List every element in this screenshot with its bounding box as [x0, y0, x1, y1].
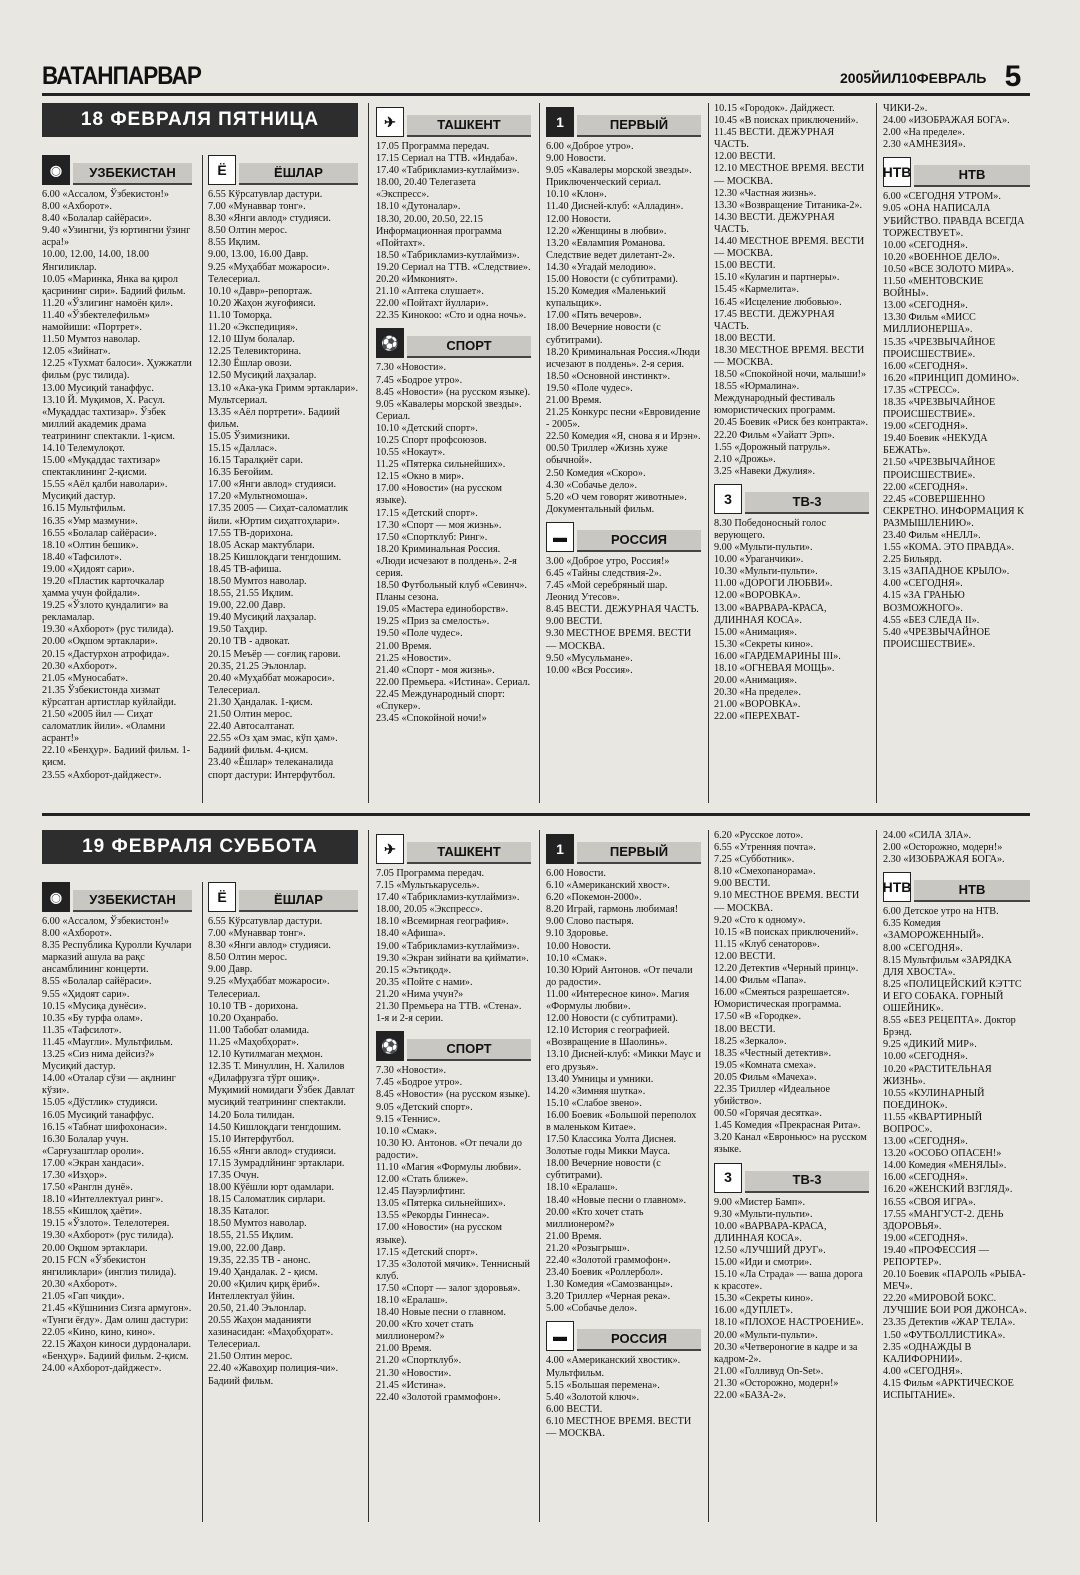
uzbekistan-logo-icon: ◉: [42, 155, 70, 185]
sport-logo-icon: ⚽: [376, 328, 404, 358]
channel-name: СПОРТ: [407, 336, 531, 358]
channel-yoshlar-2: [208, 882, 358, 1388]
schedule-text: 8.30 Победоносный голос верующего. 9.00 «Мульти-пульти». 10.00 «Ураганчики». 10.30 «Мульти-пульти». 11.00 «ДОРОГИ ЛЮБВИ». 12.00 «ВОРОВКА». 13.00 «ВАРВАРА-КРАСА, ДЛИННАЯ КОСА». 15.00 «Анимация». 15.30 «Секреты кино». 16.00 «ГАРДЕМАРИНЫ III». 18.10 «ОГНЕВАЯ МОЩЬ». 20.00 «Анимация». 20.30 «На пределе». 21.00 «ВОРОВКА». 22.00 «ПЕРЕХВАТ-: [714, 517, 841, 723]
tv3-logo-icon: 3: [714, 484, 742, 514]
tv3-logo-icon: 3: [714, 1163, 742, 1193]
schedule-text: 17.05 Программа передач. 17.15 Сериал на ТТВ. «Индаба». 17.40 «Табрикламиз-кутлаймиз». 18.00, 20.40 Телегазета «Экспресс». 18.10 «Дутоналар». 18.30, 20.00, 20.50, 22.15 Информационная программа «Пойтахт». 18.50 «Табрикламиз-кутлаймиз». 19.20 Сериал на ТТВ. «Следствие». 20.20 «Имконият». 21.10 «Аптека слушает». 22.00 «Пойтахт йуллари». 22.35 Кинокоо: «Сто и одна ночь».: [376, 141, 531, 322]
page-number: 5: [1004, 60, 1022, 93]
schedule-text: 6.00 Новости. 6.10 «Американский хвост». 6.20 «Покемон-2000». 8.20 Играй, гармонь любимая! 9.00 Слово пастыря. 9.10 Здоровье. 10.00 Новости. 10.10 «Смак». 10.30 Юрий Антонов. «От печали до радости». 11.00 «Интересное кино». Магия «Формулы любви». 12.00 Новости (с субтитрами). 12.10 История с географией. «Возвращение в Шаолинь». 13.10 Дисней-клуб: «Микки Маус и его друзья». 13.40 Умницы и умники. 14.20 «Зимняя шутка». 15.10 «Слабое звено». 16.00 Боевик «Большой переполох в маленьком Китае». 17.50 Классика Уолта Диснея. Золотые годы Микки Мауса. 18.00 Вечерние новости (с субтитрами). 18.10 «Ералаш». 18.40 «Новые песни о главном». 20.00 «Кто хочет стать миллионером?» 21.00 Время. 21.20 «Розыгрыш». 22.40 «Золотой граммофон». 23.40 Боевик «Роллербол». 1.30 Комедия «Самозванцы». 3.20 Триллер «Черная река». 5.00 «Собачье дело».: [546, 868, 701, 1315]
channel-perviy-2: [546, 834, 701, 1440]
yoshlar-logo-icon: Ё: [208, 155, 236, 185]
channel-name: ПЕРВЫЙ: [577, 842, 701, 864]
column-divider: [202, 155, 203, 803]
schedule-text: 6.00 «СЕГОДНЯ УТРОМ». 9.05 «ОНА НАПИСАЛА УБИЙСТВО. ПРАВДА ВСЕГДА ТОРЖЕСТВУЕТ». 10.00 «СЕГОДНЯ». 10.20 «ВОЕННОЕ ДЕЛО». 10.50 «ВСЕ ЗОЛОТО МИРА». 11.50 «МЕНТОВСКИЕ ВОЙНЫ». 13.00 «СЕГОДНЯ». 13.30 Фильм «МИСС МИЛЛИОНЕРША». 15.35 «ЧРЕЗВЫЧАЙНОЕ ПРОИСШЕСТВИЕ». 16.00 «СЕГОДНЯ». 16.20 «ПРИНЦИП ДОМИНО». 17.35 «СТРЕСС». 18.35 «ЧРЕЗВЫЧАЙНОЕ ПРОИСШЕСТВИЕ». 19.00 «СЕГОДНЯ». 19.40 Боевик «НЕКУДА БЕЖАТЬ». 21.50 «ЧРЕЗВЫЧАЙНОЕ ПРОИСШЕСТВИЕ». 22.00 «СЕГОДНЯ». 22.45 «СОВЕРШЕННО СЕКРЕТНО. ИНФОРМАЦИЯ К РАЗМЫШЛЕНИЮ». 23.40 Фильм «НЕЛЛ». 1.55 «КОМА. ЭТО ПРАВДА». 2.25 Бильярд. 3.15 «ЗАПАДНОЕ КРЫЛО». 4.00 «СЕГОДНЯ». 4.15 «ЗА ГРАНЬЮ ВОЗМОЖНОГО». 4.55 «БЕЗ СЛЕДА II». 5.40 «ЧРЕЗВЫЧАЙНОЕ ПРОИСШЕСТВИЕ».: [883, 191, 1025, 650]
channel-name: РОССИЯ: [577, 1329, 701, 1351]
schedule-text: 9.00 «Мистер Бамп». 9.30 «Мульти-пульти». 10.00 «ВАРВАРА-КРАСА, ДЛИННАЯ КОСА». 12.50 «ЛУЧШИЙ ДРУГ». 15.00 «Иди и смотри». 15.10 «Ла Страда» — ваша дорога к красоте». 15.30 «Секреты кино». 16.00 «ДУПЛЕТ». 18.10 «ПЛОХОЕ НАСТРОЕНИЕ». 20.00 «Мульти-пульти». 20.30 «Четвероногие в кадре и за кадром-2». 21.00 «Голливуд On-Set». 21.30 «Осторожно, модерн!» 22.00 «БАЗА-2».: [714, 1196, 864, 1402]
channel-name: НТВ: [914, 880, 1030, 902]
channel-name: ТВ-3: [745, 1171, 869, 1193]
schedule-text: ЧИКИ-2». 24.00 «ИЗОБРАЖАЯ БОГА». 2.00 «На пределе». 2.30 «АМНЕЗИЯ».: [883, 103, 1010, 151]
channel-name: ТАШКЕНТ: [407, 842, 531, 864]
schedule-text: 24.00 «СИЛА ЗЛА». 2.00 «Осторожно, модерн!» 2.30 «ИЗОБРАЖАЯ БОГА».: [883, 830, 1005, 866]
schedule-text: 6.00 «Ассалом, Ўзбекистон!» 8.00 «Ахборот». 8.40 «Болалар сайёраси». 9.40 «Узингни, ўз юртингни ўзинг асра!» 10.00, 12.00, 14.00, 18.00 Янгиликлар. 10.05 «Маринка, Янка ва қирол қасрининг сири». Бадиий фильм. 11.20 «Ўзлигинг намоён қил». 11.40 «Ўзбектелефильм» намойиши: «Портрет». 11.50 Мумтоз наволар. 12.05 «Зийнат». 12.25 «Тухмат балоси». Ҳужжатли фильм (рус тилида). 13.00 Мусиқий танаффус. 13.10 Й. Муқимов, Х. Расул. «Муқаддас тахтизар». Ўзбек миллий академик драма театрининг спектакли. 1-қисм. 14.10 Телемулоқот. 15.00 «Муқаддас тахтизар» спектаклининг 2-қисми. 15.55 «Аёл қалби наволари». Мусиқий дастур. 16.15 Мультфильм. 16.35 «Умр мазмуни». 16.55 «Болалар сайёраси». 18.10 «Олтин бешик». 18.40 «Тафсилот». 19.00 «Ҳидоят сари». 19.20 «Пластик карточкалар ҳамма учун фойдали». 19.25 «Ўзлото қундалиги» ва рекламалар. 19.30 «Ахборот» (рус тилида). 20.00 «Оқшом эртаклари». 20.15 «Дастурхон атрофида». 20.30 «Ахборот». 21.05 «Муносабат». 21.35 Ўзбекистонда хизмат кўрсатган артистлар куйлайди. 21.50 «2005 йил — Сиҳат саломатлик йили». «Оламни асрант!» 22.10 «Бенҳур». Бадиий фильм. 1-қисм. 23.55 «Ахборот-дайджест».: [42, 189, 192, 781]
yoshlar-logo-icon: Ё: [208, 882, 236, 912]
perviy-logo-icon: 1: [546, 834, 574, 864]
rossiya-logo-icon: ▬: [546, 522, 574, 552]
channel-name: СПОРТ: [407, 1039, 531, 1061]
channel-name: УЗБЕКИСТАН: [73, 890, 192, 912]
tashkent-logo-icon: ✈: [376, 107, 404, 137]
section-divider: [42, 813, 1030, 816]
schedule-text: 6.55 Кўрсатувлар дастури. 7.00 «Мунаввар тонг». 8.30 «Янги авлод» студияси. 8.50 Олтин мерос. 9.00 Давр. 9.25 «Муҳаббат можароси». Телесериал. 10.10 ТВ - дорихона. 10.20 Оҳанрабо. 11.00 Табобат оламида. 11.25 «Маҳобҳорат». 12.10 Кутилмаган меҳмон. 12.35 Т. Минуллин, Н. Халилов «Дилафрузга тўрт ошиқ». Муқимий номидаги Ўзбек Давлат мусиқий театрининг спектакли. 14.20 Бола тилидан. 14.50 Кишлоқдаги тенгдошим. 15.10 Интерфутбол. 16.55 «Янги авлод» студияси. 17.15 Зумрадлйнинг эртаклари. 17.35 Очун. 18.00 Кўёшли юрт одамлари. 18.15 Саломатлик сирлари. 18.35 Каталог. 18.50 Мумтоз наволар. 18.55, 21.55 Иқлим. 19.00, 22.00 Давр. 19.35, 22.35 ТВ - анонс. 19.40 Ҳандалак. 2 - қисм. 20.00 «Қилич қирқ ёриб». Интеллектуал ўйин. 20.50, 21.40 Эълонлар. 20.55 Жаҳон маданияти хазинасидан: «Маҳобҳорат». Телесериал. 21.50 Олтин мерос. 22.40 «Жавоҳир полиция-чи». Бадиий фильм.: [208, 916, 355, 1387]
channel-perviy-1: [546, 107, 701, 677]
channel-name: ТАШКЕНТ: [407, 115, 531, 137]
channel-name: НТВ: [914, 165, 1030, 187]
channel-ntv-1: [883, 103, 1030, 651]
channel-tashkent-1: [376, 107, 531, 725]
channel-rossiya-continued-1: [714, 103, 869, 724]
channel-name: ЁШЛАР: [239, 890, 358, 912]
channel-yoshlar-1: [208, 155, 358, 782]
channel-name: ПЕРВЫЙ: [577, 115, 701, 137]
column-divider: [876, 830, 877, 1522]
masthead-title: ВАТАНПАРВАР: [42, 62, 202, 90]
channel-uzbekistan-2: [42, 882, 192, 1376]
column-divider: [202, 882, 203, 1522]
schedule-text: 7.05 Программа передач. 7.15 «Мультькарусель». 17.40 «Табрикламиз-кутлаймиз». 18.00, 20.05 «Экспресс». 18.10 «Всемирная география». 18.40 «Афиша». 19.00 «Табрикламиз-кутлаймиз». 19.30 «Экран зийнати ва қиймати». 20.15 «Эътиқод». 20.35 «Пойте с нами». 21.20 «Нима учун?» 21.30 Премьера на ТТВ. «Стена». 1-я и 2-я серии.: [376, 868, 529, 1025]
issue-date: 2005ЙИЛ10ФЕВРАЛЬ: [840, 70, 987, 86]
channel-uzbekistan-1: [42, 155, 192, 782]
schedule-text: 10.15 «Городок». Дайджест. 10.45 «В поисках приключений». 11.45 ВЕСТИ. ДЕЖУРНАЯ ЧАСТЬ. 12.00 ВЕСТИ. 12.10 МЕСТНОЕ ВРЕМЯ. ВЕСТИ — МОСКВА. 12.30 «Частная жизнь». 13.30 «Возвращение Титаника-2». 14.30 ВЕСТИ. ДЕЖУРНАЯ ЧАСТЬ. 14.40 МЕСТНОЕ ВРЕМЯ. ВЕСТИ — МОСКВА. 15.00 ВЕСТИ. 15.10 «Кулагин и партнеры». 15.45 «Кармелита». 16.45 «Исцеление любовью». 17.45 ВЕСТИ. ДЕЖУРНАЯ ЧАСТЬ. 18.00 ВЕСТИ. 18.30 МЕСТНОЕ ВРЕМЯ. ВЕСТИ — МОСКВА. 18.50 «Спокойной ночи, малыши!» 18.55 «Юрмалина». Международный фестиваль юмористических программ. 20.45 Боевик «Риск без контракта». 22.20 Фильм «Уайатт Эрп». 1.55 «Дорожный патруль». 2.10 «Дрожь». 3.25 «Навеки Джулия».: [714, 103, 869, 477]
schedule-text: 7.30 «Новости». 7.45 «Бодрое утро». 8.45 «Новости» (на русском языке). 9.05 «Кавалеры морской звезды». Сериал. 10.10 «Детский спорт». 10.25 Спорт профсоюзов. 10.55 «Нокаут». 11.25 «Пятерка сильнейших». 12.15 «Окно в мир». 17.00 «Новости» (на русском языке). 17.15 «Детский спорт». 17.30 «Спорт — моя жизнь». 17.50 «Спортклуб: Ринг». 18.20 Криминальная Россия. «Люди исчезают в полдень». 2-я серия. 18.50 Футбольный клуб «Севинч». Планы сезона. 19.05 «Мастера единоборств». 19.25 «Приз за смелость». 19.50 «Поле чудес». 21.00 Время. 21.25 «Новости». 21.40 «Спорт - моя жизнь». 22.00 Премьера. «Истина». Сериал. 22.45 Международный спорт: «Спукер». 23.45 «Спокойной ночи!»: [376, 362, 531, 725]
channel-ntv-2: [883, 830, 1030, 1402]
schedule-text: 6.00 Детское утро на НТВ. 6.35 Комедия «ЗАМОРОЖЕННЫЙ». 8.00 «СЕГОДНЯ». 8.15 Мультфильм «ЗАРЯДКА ДЛЯ ХВОСТА». 8.25 «ПОЛИЦЕЙСКИЙ КЭТТС И ЕГО СОБАКА. ГОРНЫЙ ОШЕЙНИК». 8.55 «БЕЗ РЕЦЕПТА». Доктор Брэнд. 9.25 «ДИКИЙ МИР». 10.00 «СЕГОДНЯ». 10.20 «РАСТИТЕЛЬНАЯ ЖИЗНЬ». 10.55 «КУЛИНАРНЫЙ ПОЕДИНОК». 11.55 «КВАРТИРНЫЙ ВОПРОС». 13.00 «СЕГОДНЯ». 13.20 «ОСОБО ОПАСЕН!» 14.00 Комедия «МЕНЯЛЫ». 16.00 «СЕГОДНЯ». 16.20 «ЖЕНСКИЙ ВЗГЛЯД». 16.55 «СВОЯ ИГРА». 17.55 «МАНГУСТ-2. ДЕНЬ ЗДОРОВЬЯ». 19.00 «СЕГОДНЯ». 19.40 «ПРОФЕССИЯ — РЕПОРТЕР». 20.10 Боевик «ПАРОЛЬ «РЫБА-МЕЧ». 22.20 «МИРОВОЙ БОКС. ЛУЧШИЕ БОИ РОЯ ДЖОНСА». 23.35 Детектив «ЖАР ТЕЛА». 1.50 «ФУТБОЛЛИСТИКА». 2.35 «ОДНАЖДЫ В КАЛИФОРНИИ». 4.00 «СЕГОДНЯ». 4.15 Фильм «АРКТИЧЕСКОЕ ИСПЫТАНИЕ».: [883, 906, 1027, 1402]
rossiya-logo-icon: ▬: [546, 1321, 574, 1351]
schedule-text: 6.55 Кўрсатувлар дастури. 7.00 «Мунаввар тонг». 8.30 «Янги авлод» студияси. 8.50 Олтин мерос. 8.55 Иқлим. 9.00, 13.00, 16.00 Давр. 9.25 «Муҳаббат можароси». Телесериал. 10.10 «Давр»-репортаж. 10.20 Жаҳон жуғофияси. 11.10 Томорқа. 11.20 «Экспедиция». 12.10 Шум болалар. 12.25 Телевикторина. 12.30 Ёшлар овози. 12.50 Мусиқий лаҳзалар. 13.10 «Ака-ука Гримм эртаклари». Мультсериал. 13.35 «Аёл портрети». Бадиий фильм. 15.05 Ўзимизники. 15.15 «Даллас». 16.15 Таралқиёт сари. 16.35 Беғойим. 17.00 «Янги авлод» студияси. 17.20 «Мультномоша». 17.35 2005 — Сиҳат-саломатлик йили. «Юртим сиҳатгоҳлари». 17.55 ТВ-дорихона. 18.05 Аскар мактублари. 18.25 Кишлоқдаги тенгдошим. 18.45 ТВ-афиша. 18.50 Мумтоз наволар. 18.55, 21.55 Иқлим. 19.00, 22.00 Давр. 19.40 Мусиқий лаҳзалар. 19.50 Таҳдир. 20.10 ТВ - адвокат. 20.15 Меъёр — соғлиқ гарови. 20.35, 21.25 Эълонлар. 20.40 «Муҳаббат можароси». Телесериал. 21.30 Ҳандалак. 1-қисм. 21.50 Олтин мерос. 22.40 Автосалтанат. 22.55 «Оз ҳам эмас, кўп ҳам». Бадиий фильм. 4-қисм. 23.40 «Ёшлар» телеканалида спорт дастури: Интерфутбол.: [208, 189, 358, 781]
schedule-text: 6.00 «Ассалом, Ўзбекистон!» 8.00 «Ахборот». 8.35 Республика Қуролли Кучлари марказий ашула ва рақс ансамблининг концерти. 8.55 «Болалар сайёраси». 9.55 «Ҳидоят сари». 10.15 «Мусиқа дунёси». 10.35 «Бу турфа олам». 11.35 «Тафсилот». 11.45 «Маугли». Мультфильм. 13.25 «Сиз нима дейсиз?» Мусиқий дастур. 14.00 «Оталар сўзи — ақлнинг кўзи». 15.05 «Дўстлик» студияси. 16.05 Мусиқий танаффус. 16.15 «Табнат шифохонаси». 16.30 Болалар учун. «Сарғузаштлар ороли». 17.00 «Экран хандаси». 17.30 «Изҳор». 17.50 «Ранглн дунё». 18.10 «Интеллектуал ринг». 18.55 «Кишлоқ ҳаёти». 19.15 «Ўзлото». Телелотерея. 19.30 «Ахборот» (рус тилида). 20.00 Оқшом эртаклари. 20.15 FCN «Ўзбекистон янгиликлари» (инглиз тилида). 20.30 «Ахборот». 21.05 «Гап чиқди». 21.45 «Кўшниниз Сизга армугон». «Тунги ёғду». Дам олиш дастури: 22.05 «Кино, кино, кино». 22.15 Жаҳон киноси дурдоналари. «Бенҳур». Бадиий фильм. 2-қисм. 24.00 «Ахборот-дайджест».: [42, 916, 192, 1375]
schedule-text: 3.00 «Доброе утро, Россия!» 6.45 «Тайны следствия-2». 7.45 «Мой серебряный шар. Леонид Утесов». 8.45 ВЕСТИ. ДЕЖУРНАЯ ЧАСТЬ. 9.00 ВЕСТИ. 9.30 МЕСТНОЕ ВРЕМЯ. ВЕСТИ — МОСКВА. 9.50 «Мусульмане». 10.00 «Вся Россия».: [546, 555, 699, 676]
ntv-logo-icon: НТВ: [883, 157, 911, 187]
channel-tashkent-2: [376, 834, 531, 1404]
channel-name: ЁШЛАР: [239, 163, 358, 185]
top-rule: [42, 93, 1030, 96]
day-header-1: 18 ФЕВРАЛЯ ПЯТНИЦА: [42, 103, 358, 137]
column-divider: [876, 103, 877, 803]
channel-name: УЗБЕКИСТАН: [73, 163, 192, 185]
column-divider: [539, 103, 540, 803]
column-divider: [708, 103, 709, 803]
day-header-2: 19 ФЕВРАЛЯ СУББОТА: [42, 830, 358, 864]
channel-name: ТВ-3: [745, 492, 869, 514]
column-divider: [708, 830, 709, 1522]
schedule-text: 6.00 «Доброе утро». 9.00 Новости. 9.05 «Кавалеры морской звезды». Приключенческий сериал. 10.10 «Клон». 11.40 Дисней-клуб: «Алладин». 12.00 Новости. 12.20 «Женщины в любви». 13.20 «Евлампия Романова. Следствие ведет дилетант-2». 14.30 «Угадай мелодию». 15.00 Новости (с субтитрами). 15.20 Комедия «Маленький купальщик». 17.00 «Пять вечеров». 18.00 Вечерние новости (с субтитрами). 18.20 Криминальная Россия.«Люди исчезают в полдень». 2-я серия. 18.50 «Основной инстинкт». 19.50 «Поле чудес». 21.00 Время. 21.25 Конкурс песни «Евровидение - 2005». 22.50 Комедия «Я, снова я и Ирэн». 00.50 Триллер «Жизнь хуже обычной». 2.50 Комедия «Скоро». 4.30 «Собачье дело». 5.20 «О чем говорят животные». Документальный фильм.: [546, 141, 701, 515]
schedule-text: 4.00 «Американский хвостик». Мультфильм. 5.15 «Большая перемена». 5.40 «Золотой ключ». 6.00 ВЕСТИ. 6.10 МЕСТНОЕ ВРЕМЯ. ВЕСТИ — МОСКВА.: [546, 1355, 692, 1440]
uzbekistan-logo-icon: ◉: [42, 882, 70, 912]
schedule-text: 6.20 «Русское лото». 6.55 «Утренняя почта». 7.25 «Субботник». 8.10 «Смехопанорама». 9.00 ВЕСТИ. 9.10 МЕСТНОЕ ВРЕМЯ. ВЕСТИ — МОСКВА. 9.20 «Сто к одному». 10.15 «В поисках приключений». 11.15 «Клуб сенаторов». 12.00 ВЕСТИ. 12.20 Детектив «Черный принц». 14.00 Фильм «Папа». 16.00 «Смеяться разрешается». Юмористическая программа. 17.50 «В «Городке». 18.00 ВЕСТИ. 18.25 «Зеркало». 18.35 «Честный детектив». 19.05 «Комната смеха». 20.05 Фильм «Мачеха». 22.35 Триллер «Идеальное убийство». 00.50 «Горячая десятка». 1.45 Комедия «Прекрасная Рита». 3.20 Канал «Евроньюс» на русском языке.: [714, 830, 867, 1156]
tashkent-logo-icon: ✈: [376, 834, 404, 864]
column-divider: [368, 830, 369, 1522]
ntv-logo-icon: НТВ: [883, 872, 911, 902]
perviy-logo-icon: 1: [546, 107, 574, 137]
channel-rossiya-continued-2: [714, 830, 869, 1402]
column-divider: [368, 103, 369, 803]
channel-name: РОССИЯ: [577, 530, 701, 552]
column-divider: [539, 830, 540, 1522]
sport-logo-icon: ⚽: [376, 1031, 404, 1061]
schedule-text: 7.30 «Новости». 7.45 «Бодрое утро». 8.45 «Новости» (на русском языке). 9.05 «Детский спорт». 9.15 «Теннис». 10.10 «Смак». 10.30 Ю. Антонов. «От печали до радости». 11.10 «Магия «Формулы любви». 12.00 «Стать ближе». 12.45 Пауэрлифтинг. 13.05 «Пятерка сильнейших». 13.55 «Рекорды Гиннеса». 17.00 «Новости» (на русском языке). 17.15 «Детский спорт». 17.35 «Золотой мячик». Теннисный клуб. 17.50 «Спорт — залог здоровья». 18.10 «Ералаш». 18.40 Новые песни о главном. 20.00 «Кто хочет стать миллионером?» 21.00 Время. 21.20 «Спортклуб». 21.30 «Новости». 21.45 «Истина». 22.40 «Золотой граммофон».: [376, 1065, 531, 1403]
